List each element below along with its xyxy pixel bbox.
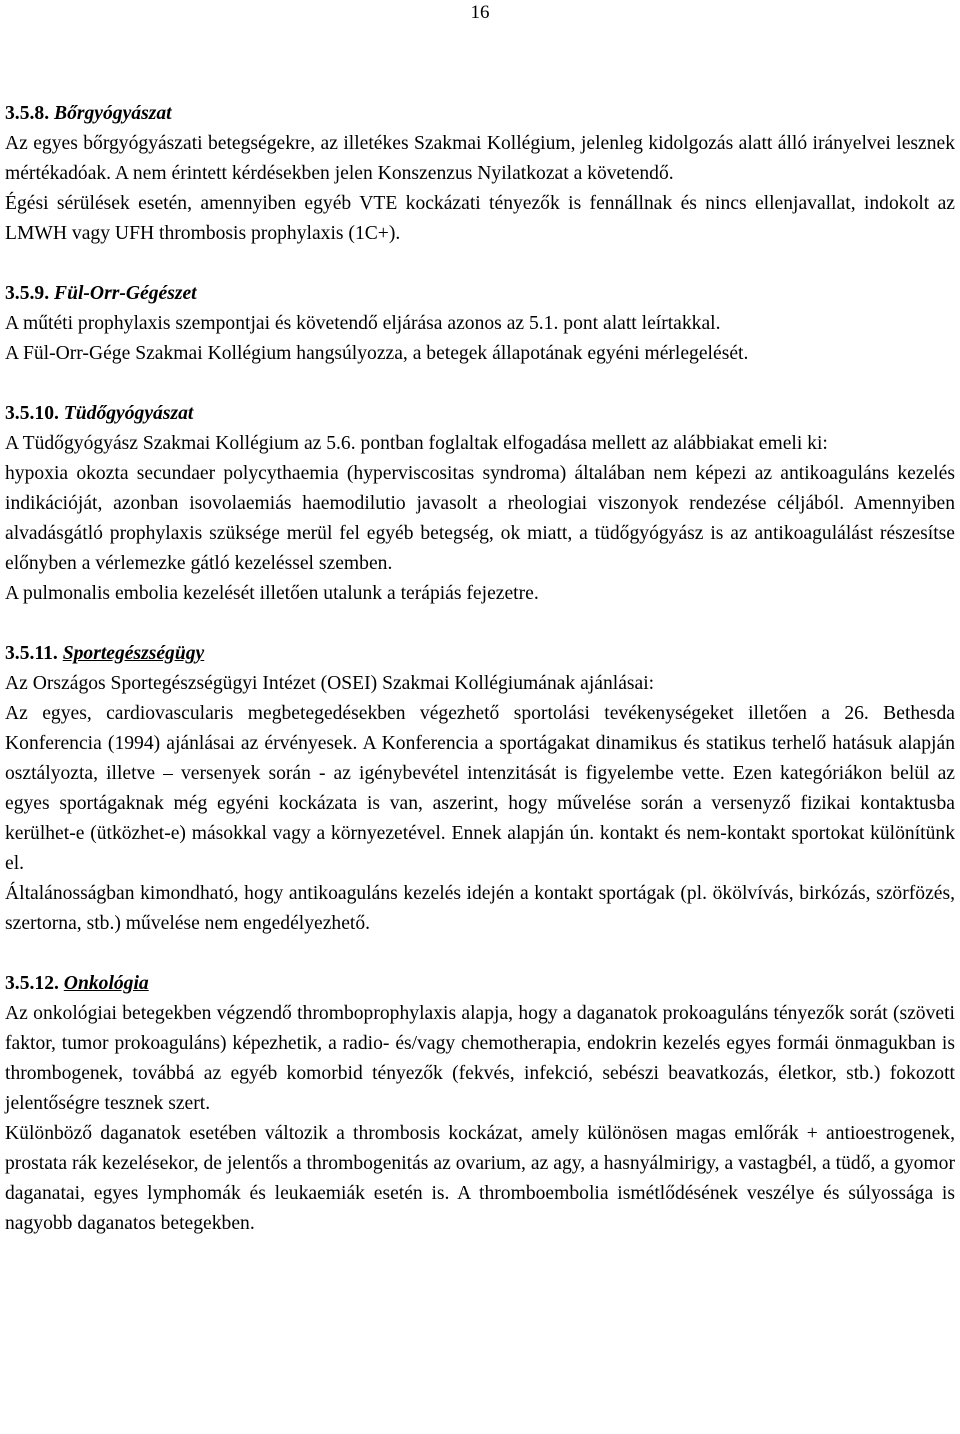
section-title: Tüdőgyógyászat [63, 403, 194, 424]
section-sports-medicine [5, 639, 955, 939]
section-number: 3.5.8. [5, 103, 50, 124]
paragraph: Általánosságban kimondható, hogy antikoaguláns kezelés idején a kontakt sportágak (pl. ökölvívás, birkózás, szörfözés, szertorna, stb.) művelése nem engedélyezhető. [5, 883, 955, 934]
page-number: 16 [470, 2, 490, 23]
paragraph: Az egyes, cardiovascularis megbetegedésekben végezhető sportolási tevékenységeket illetően a 26. Bethesda Konferencia (1994) ajánlásai az érvényesek. A Konferencia a sportágakat dinamikus és statikus terhelő hatásuk alapján osztályozta, illetve – versenyek során - az igénybevétel intenzitását is figyelembe vette. Ezen kategóriákon belül az egyes sportágaknak még egyéni kockázata is van, aszerint, hogy művelése során a versenyző fizikai kontaktusba kerülhet-e (ütközhet-e) másokkal vagy a környezetével. Ennek alapján ún. kontakt és nem-kontakt sportokat különítünk el. [5, 703, 955, 874]
section-pulmonology [5, 399, 955, 609]
section-heading [5, 639, 955, 669]
paragraph: A pulmonalis embolia kezelését illetően utalunk a terápiás fejezetre. [5, 583, 539, 604]
paragraph: Az onkológiai betegekben végzendő thromboprophylaxis alapja, hogy a daganatok prokoaguláns tényezők sorát (szöveti faktor, tumor prokoaguláns) képezhetik, a radio- és/vagy chemotherapia, endokrin kezelés egyes formái önmagukban is thrombogenek, továbbá az egyéb komorbid tényezők (fekvés, infekció, sebészi beavatkozás, életkor, stb.) fokozott jelentőségre tesznek szert. [5, 1003, 955, 1114]
paragraph: Égési sérülések esetén, amennyiben egyéb VTE kockázati tényezők is fennállnak és nincs ellenjavallat, indokolt az LMWH vagy UFH thrombosis prophylaxis (1C+). [5, 193, 955, 244]
paragraph: Az egyes bőrgyógyászati betegségekre, az illetékes Szakmai Kollégium, jelenleg kidolgozás alatt álló irányelvei lesznek mértékadóak. A nem érintett kérdésekben jelen Konszenzus Nyilatkozat a követendő. [5, 133, 955, 184]
section-number: 3.5.11. [5, 643, 58, 664]
section-heading [5, 969, 955, 999]
section-title: Bőrgyógyászat [54, 103, 172, 124]
section-number: 3.5.10. [5, 403, 59, 424]
section-heading [5, 399, 955, 429]
section-number: 3.5.9. [5, 283, 50, 304]
paragraph: A Tüdőgyógyász Szakmai Kollégium az 5.6. pontban foglaltak elfogadása mellett az alábbiakat emeli ki: [5, 433, 828, 454]
section-oncology [5, 969, 955, 1239]
paragraph: A Fül-Orr-Gége Szakmai Kollégium hangsúlyozza, a betegek állapotának egyéni mérlegelését. [5, 343, 749, 364]
document-body [5, 99, 955, 1239]
paragraph: Az Országos Sportegészségügyi Intézet (OSEI) Szakmai Kollégiumának ajánlásai: [5, 673, 655, 694]
section-ent [5, 279, 955, 369]
section-number: 3.5.12. [5, 973, 59, 994]
section-title: Onkológia [63, 973, 149, 994]
section-heading [5, 99, 955, 129]
paragraph: A műtéti prophylaxis szempontjai és követendő eljárása azonos az 5.1. pont alatt leírtakkal. [5, 313, 721, 334]
section-dermatology [5, 99, 955, 249]
section-title: Fül-Orr-Gégészet [54, 283, 197, 304]
paragraph: hypoxia okozta secundaer polycythaemia (hyperviscositas syndroma) általában nem képezi az antikoaguláns kezelés indikációját, azonban isovolaemiás haemodilutio javasolt a rheologiai viszonyok rendezése céljából. Amennyiben alvadásgátló prophylaxis szüksége merül fel egyéb betegség, ok miatt, a tüdőgyógyász is az antikoagulálást részesítse előnyben a vérlemezke gátló kezeléssel szemben. [5, 463, 955, 574]
paragraph: Különböző daganatok esetében változik a thrombosis kockázat, amely különösen magas emlőrák + antioestrogenek, prostata rák kezelésekor, de jelentős a thrombogenitás az ovarium, az agy, a hasnyálmirigy, a vastagbél, a tüdő, a gyomor daganatai, egyes lymphomák és leukaemiák esetén is. A thromboembolia ismétlődésének veszélye és súlyossága is nagyobb daganatos betegekben. [5, 1123, 955, 1234]
section-title: Sportegészségügy [62, 643, 205, 664]
section-heading [5, 279, 955, 309]
